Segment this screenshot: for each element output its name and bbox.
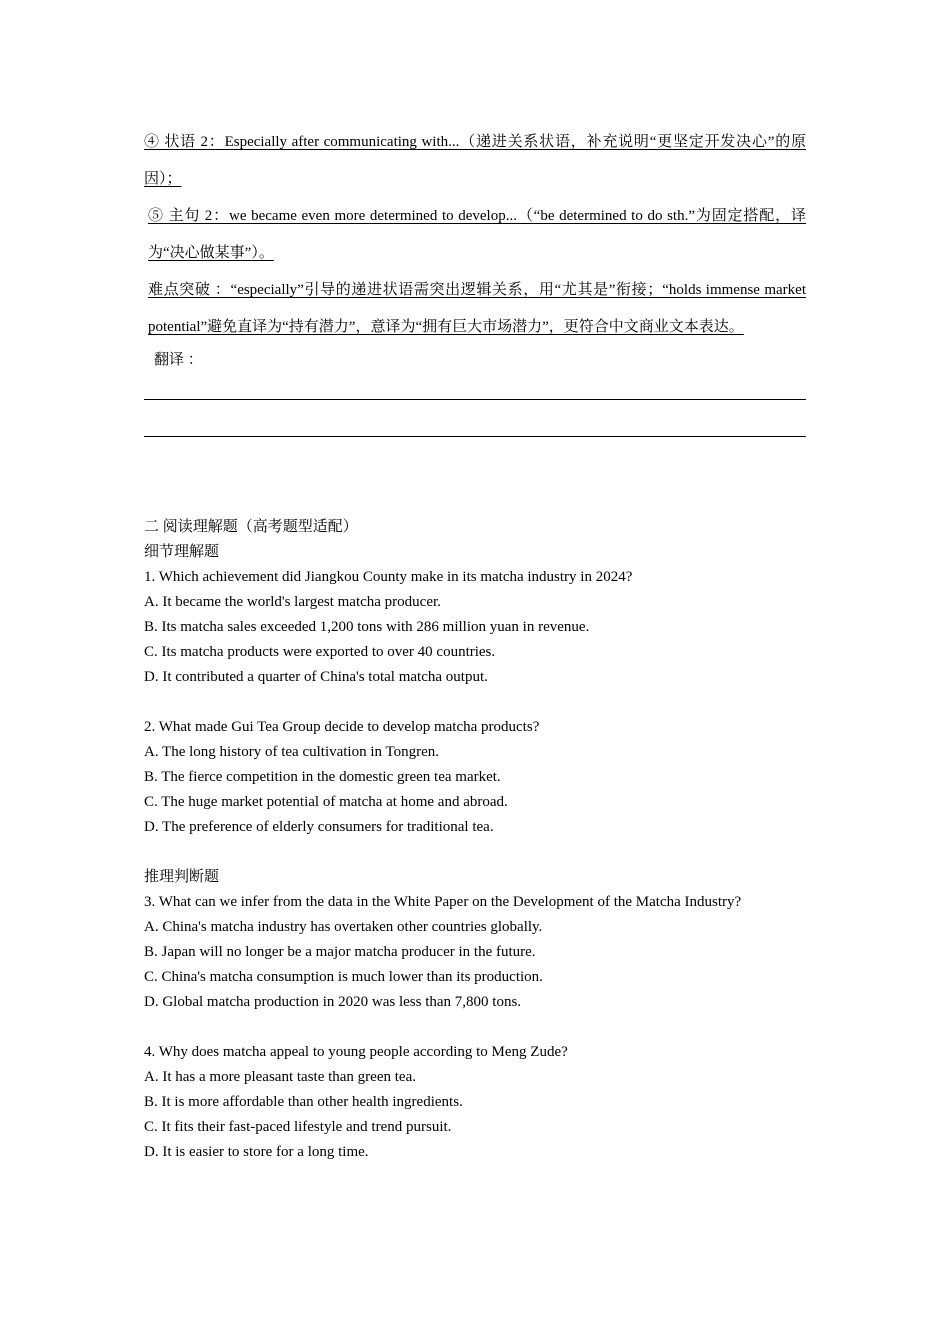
question-option: D. The preference of elderly consumers for traditional tea. bbox=[144, 819, 494, 835]
question-stem: 2. What made Gui Tea Group decide to develop matcha products? bbox=[144, 719, 540, 735]
question-option: A. It became the world's largest matcha producer. bbox=[144, 594, 441, 610]
detail-heading: 细节理解题 bbox=[144, 544, 220, 560]
question-option: C. China's matcha consumption is much lower than its production. bbox=[144, 969, 543, 985]
question-stem: 3. What can we infer from the data in the White Paper on the Development of the Matcha Industry? bbox=[144, 894, 742, 910]
reading-section bbox=[144, 515, 806, 1165]
question-stem: 4. Why does matcha appeal to young people according to Meng Zude? bbox=[144, 1044, 568, 1060]
question-option: B. Japan will no longer be a major matcha producer in the future. bbox=[144, 944, 536, 960]
question-option: C. The huge market potential of matcha at home and abroad. bbox=[144, 794, 508, 810]
question-option: C. Its matcha products were exported to over 40 countries. bbox=[144, 644, 496, 660]
question-option: D. It is easier to store for a long time. bbox=[144, 1144, 369, 1160]
question-option: A. The long history of tea cultivation in Tongren. bbox=[144, 744, 440, 760]
note-difficulty: 难点突破 ：“especially”引导的递进状语需突出逻辑关系，用“尤其是”衔接；“holds immense market potential”避免直译为“持有潜力”，意译为“拥有巨大市场潜力”，更符合中文商业文本表达。 bbox=[148, 282, 806, 335]
page-content bbox=[144, 124, 806, 1165]
question-stem: 1. Which achievement did Jiangkou County make in its matcha industry in 2024? bbox=[144, 569, 633, 585]
question-option: B. It is more affordable than other health ingredients. bbox=[144, 1094, 463, 1110]
question-option: D. Global matcha production in 2020 was less than 7,800 tons. bbox=[144, 994, 522, 1010]
question-option: C. It fits their fast-paced lifestyle and trend pursuit. bbox=[144, 1119, 452, 1135]
section-title: 二 阅读理解题（高考题型适配） bbox=[144, 519, 358, 535]
question-option: D. It contributed a quarter of China's total matcha output. bbox=[144, 669, 488, 685]
question-option: B. Its matcha sales exceeded 1,200 tons with 286 million yuan in revenue. bbox=[144, 619, 590, 635]
translate-label: 翻译 ： bbox=[154, 352, 203, 368]
question-option: A. China's matcha industry has overtaken other countries globally. bbox=[144, 919, 543, 935]
question-option: A. It has a more pleasant taste than green tea. bbox=[144, 1069, 416, 1085]
answer-line bbox=[144, 436, 806, 437]
note-adverbial-2: ④ 状语 2：Especially after communicating with...（递进关系状语，补充说明“更坚定开发决心”的原因）； bbox=[144, 134, 806, 187]
note-main-clause-2: ⑤ 主句 2：we became even more determined to develop...（“be determined to do sth.”为固定搭配，译为“决心做某事”）。 bbox=[148, 208, 806, 261]
inference-heading: 推理判断题 bbox=[144, 869, 220, 885]
question-option: B. The fierce competition in the domestic green tea market. bbox=[144, 769, 501, 785]
answer-line bbox=[144, 399, 806, 400]
